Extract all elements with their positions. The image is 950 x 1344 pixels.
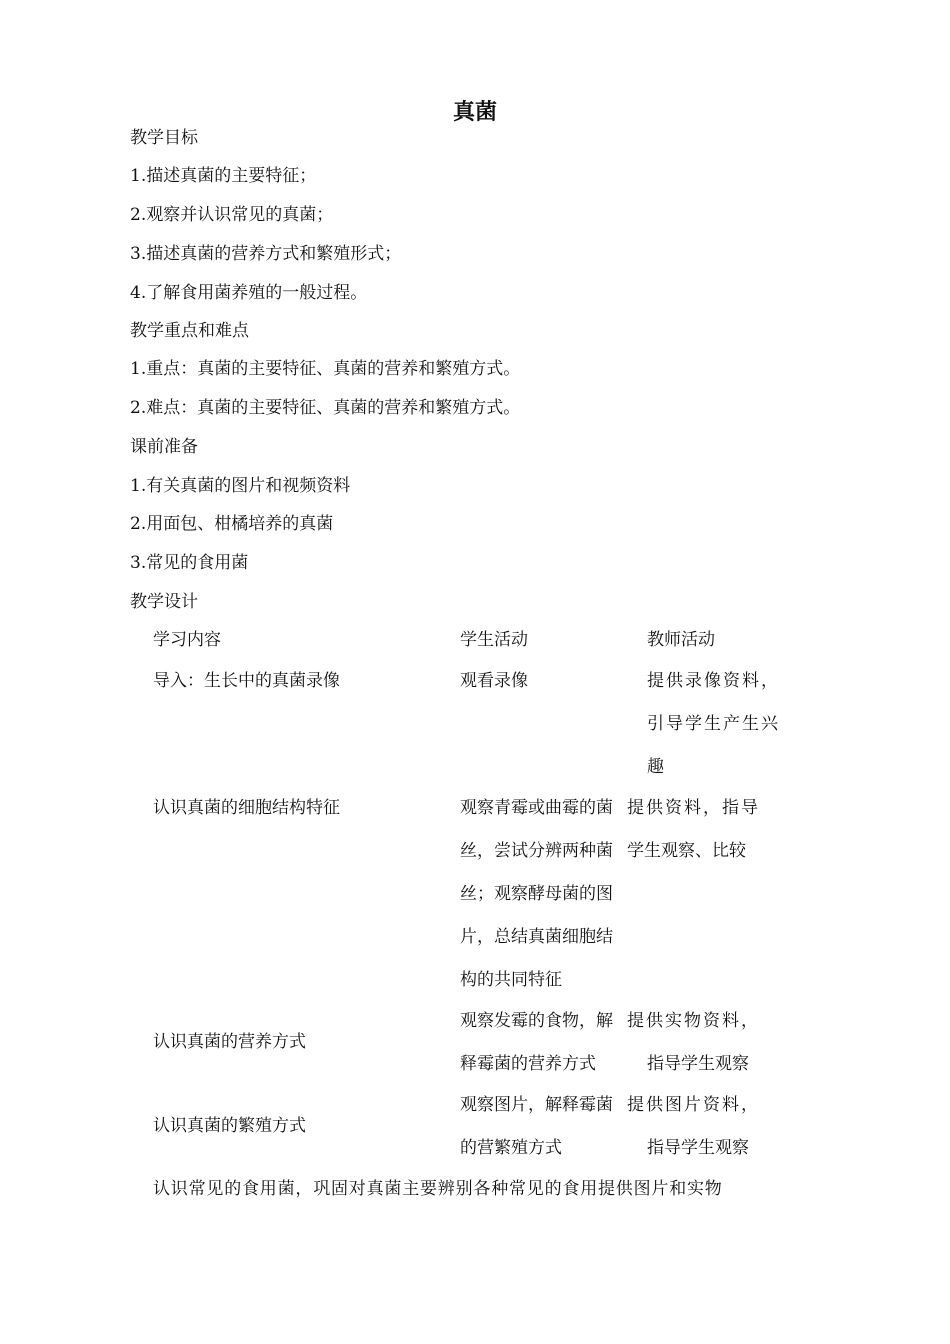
table-cell-student: 丝，尝试分辨两种菌 (460, 841, 613, 861)
objective-item: 4.了解食用菌养殖的一般过程。 (130, 283, 368, 303)
objective-item: 2.观察并认识常见的真菌； (130, 205, 334, 225)
table-cell-teacher: 引导学生产生兴 (647, 714, 780, 734)
table-cell-teacher: 提供资料，指导 (627, 798, 760, 818)
objective-item: 3.描述真菌的营养方式和繁殖形式； (130, 244, 402, 264)
table-cell-content: 认识真菌的营养方式 (153, 1032, 306, 1052)
table-cell-teacher: 指导学生观察 (647, 1054, 749, 1074)
table-cell-teacher: 提供图片资料， (627, 1095, 760, 1115)
key-point-item: 1.重点：真菌的主要特征、真菌的营养和繁殖方式。 (130, 359, 521, 379)
table-cell-student: 观察图片，解释霉菌 (460, 1095, 613, 1115)
table-cell-content: 认识真菌的繁殖方式 (153, 1116, 306, 1136)
table-cell-content: 认识真菌的细胞结构特征 (153, 798, 340, 818)
design-heading: 教学设计 (130, 592, 198, 612)
key-points-heading: 教学重点和难点 (130, 321, 249, 341)
table-cell-teacher: 提供录像资料， (647, 671, 780, 691)
table-header-content: 学习内容 (153, 630, 221, 650)
objective-item: 1.描述真菌的主要特征； (130, 166, 317, 186)
table-cell-student: 观察青霉或曲霉的菌 (460, 798, 613, 818)
preparation-item: 3.常见的食用菌 (130, 553, 249, 573)
table-cell-student: 片，总结真菌细胞结 (460, 927, 613, 947)
table-row-partial: 认识常见的食用菌，巩固对真菌主要辨别各种常见的食用提供图片和实物 (153, 1179, 723, 1199)
objectives-heading: 教学目标 (130, 128, 198, 148)
table-cell-teacher: 学生观察、比较 (627, 841, 746, 861)
table-cell-student: 的营繁殖方式 (460, 1138, 562, 1158)
preparation-item: 2.用面包、柑橘培养的真菌 (130, 514, 334, 534)
table-header-student: 学生活动 (460, 630, 528, 650)
table-cell-teacher: 指导学生观察 (647, 1138, 749, 1158)
page-title: 真菌 (452, 100, 497, 125)
table-cell-teacher: 提供实物资料， (627, 1011, 760, 1031)
key-point-item: 2.难点：真菌的主要特征、真菌的营养和繁殖方式。 (130, 398, 521, 418)
table-cell-student: 构的共同特征 (460, 970, 562, 990)
table-cell-content: 导入：生长中的真菌录像 (153, 671, 340, 691)
preparation-heading: 课前准备 (130, 437, 198, 457)
preparation-item: 1.有关真菌的图片和视频资料 (130, 476, 351, 496)
table-header-teacher: 教师活动 (647, 630, 715, 650)
table-cell-teacher: 趣 (647, 757, 664, 777)
table-cell-student: 丝；观察酵母菌的图 (460, 884, 613, 904)
table-cell-student: 观察发霉的食物，解 (460, 1011, 613, 1031)
table-cell-student: 释霉菌的营养方式 (460, 1054, 596, 1074)
table-cell-student: 观看录像 (460, 671, 528, 691)
